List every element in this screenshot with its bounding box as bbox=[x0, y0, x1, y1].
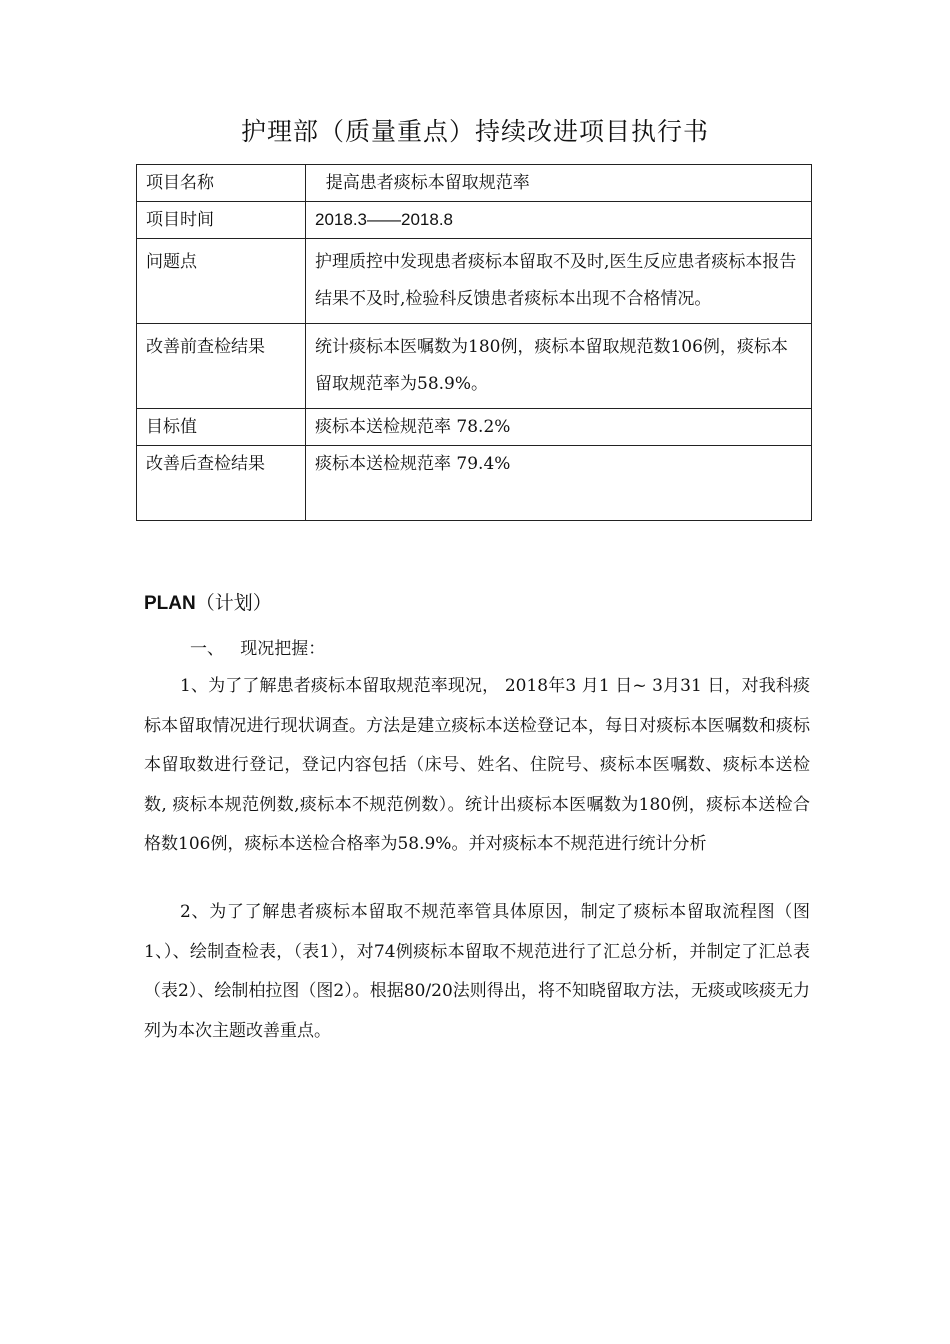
paragraph-1: 1、为了了解患者痰标本留取规范率现况， 2018年3 月1 日~ 3月31 日，对我科痰标本留取情况进行现状调查。方法是建立痰标本送检登记本，每日对痰标本医嘱数和痰标本留取数进行登记，登记内容包括（床号、姓名、住院号、痰标本医嘱数、痰标本送检数, 痰标本规范例数,痰标本不规范例数）。统计出痰标本医嘱数为180例，痰标本送检合格数106例，痰标本送检合格率为58.9%。并对痰标本不规范进行统计分析 bbox=[144, 676, 810, 854]
table-row bbox=[137, 324, 812, 409]
table-row bbox=[137, 165, 812, 202]
plan-heading-cn: （计划） bbox=[195, 592, 272, 614]
row-label-project-name: 项目名称 bbox=[137, 165, 306, 202]
table-row bbox=[137, 239, 812, 324]
plan-heading bbox=[144, 588, 272, 619]
section-heading: 一、 现况把握： bbox=[190, 639, 326, 659]
row-value-project-name: 提高患者痰标本留取规范率 bbox=[306, 165, 812, 202]
row-label-project-time: 项目时间 bbox=[137, 202, 306, 239]
table-row bbox=[137, 202, 812, 239]
row-value-before-result: 统计痰标本医嘱数为180例，痰标本留取规范数106例，痰标本留取规范率为58.9%。 bbox=[306, 324, 812, 409]
project-info-table bbox=[136, 164, 812, 521]
paragraph-2: 2、为了了解患者痰标本留取不规范率管具体原因，制定了痰标本留取流程图（图1、）、绘制查检表，（表1），对74例痰标本留取不规范进行了汇总分析，并制定了汇总表（表2）、绘制柏拉图（图2）。根据80/20法则得出，将不知晓留取方法，无痰或咳痰无力列为本次主题改善重点。 bbox=[144, 902, 810, 1041]
row-label-after-result: 改善后查检结果 bbox=[137, 446, 306, 521]
table-row bbox=[137, 409, 812, 446]
row-value-target: 痰标本送检规范率 78.2% bbox=[306, 409, 812, 446]
row-label-target: 目标值 bbox=[137, 409, 306, 446]
row-value-problem: 护理质控中发现患者痰标本留取不及时,医生反应患者痰标本报告结果不及时,检验科反馈患者痰标本出现不合格情况。 bbox=[306, 239, 812, 324]
row-value-after-result: 痰标本送检规范率 79.4% bbox=[306, 446, 812, 521]
table-row bbox=[137, 446, 812, 521]
row-label-before-result: 改善前查检结果 bbox=[137, 324, 306, 409]
row-label-problem: 问题点 bbox=[137, 239, 306, 324]
plan-heading-en: PLAN bbox=[144, 593, 196, 614]
row-value-project-time: 2018.3——2018.8 bbox=[306, 202, 812, 239]
document-title: 护理部（质量重点）持续改进项目执行书 bbox=[240, 117, 709, 146]
